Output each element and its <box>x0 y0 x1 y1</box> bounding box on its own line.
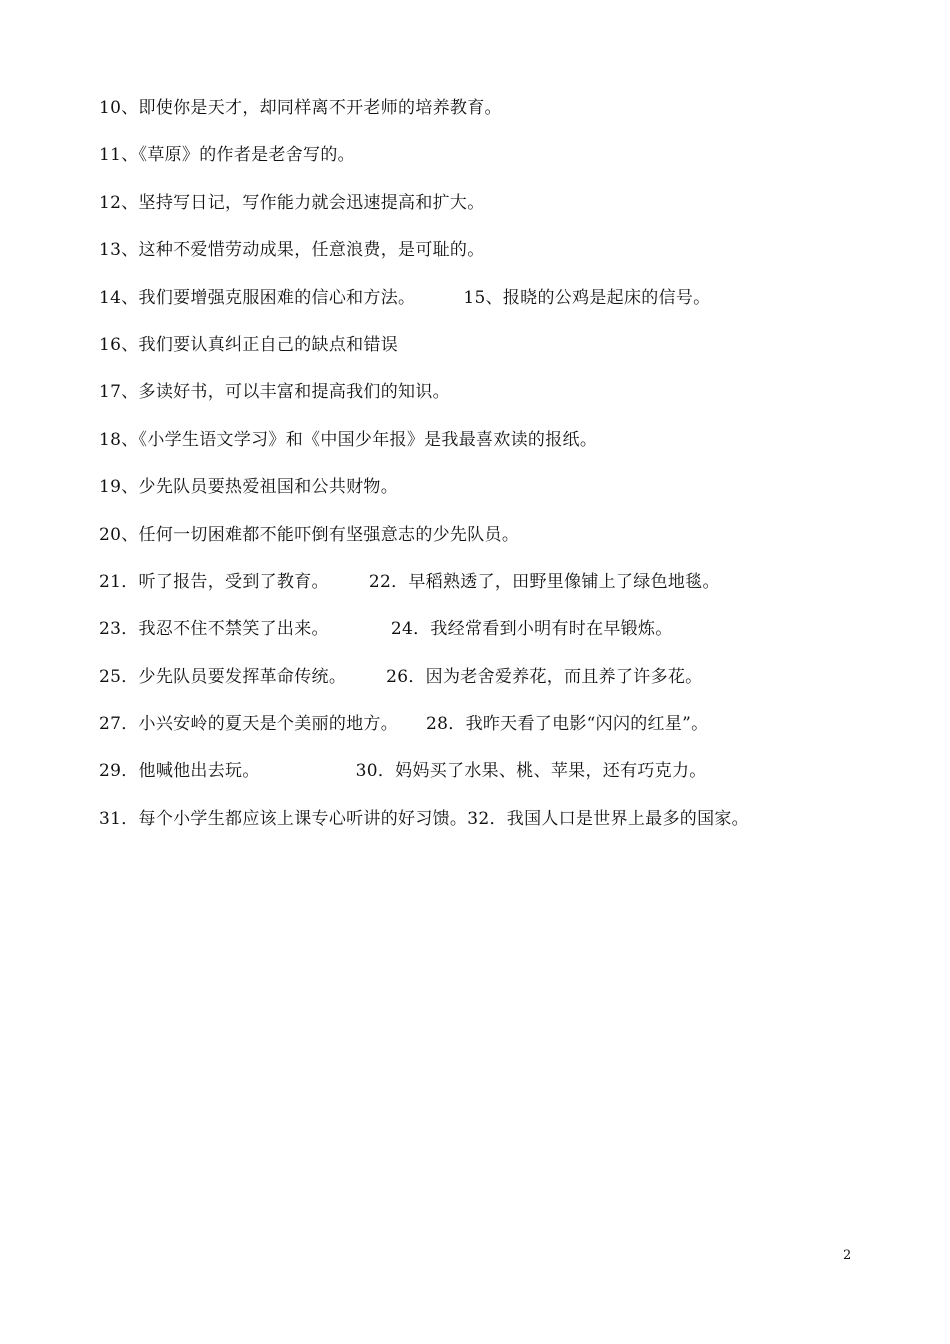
sentence-line <box>99 520 919 567</box>
sentence: 26．因为老舍爱养花，而且养了许多花。 <box>386 666 703 687</box>
sentence: 16、我们要认真纠正自己的缺点和错误 <box>99 334 399 355</box>
sentence: 30．妈妈买了水果、桃、苹果，还有巧克力。 <box>355 761 707 782</box>
sentence: 32．我国人口是世界上最多的国家。 <box>467 808 749 829</box>
sentence: 18、《小学生语文学习》和《中国少年报》是我最喜欢读的报纸。 <box>99 429 598 450</box>
sentence: 22．早稻熟透了，田野里像铺上了绿色地毯。 <box>368 571 720 592</box>
sentence: 10、即使你是天才，却同样离不开老师的培养教育。 <box>99 98 502 118</box>
sentence: 20、任何一切困难都不能吓倒有坚强意志的少先队员。 <box>99 524 520 545</box>
sentence: 21．听了报告，受到了教育。 <box>99 571 329 592</box>
sentence-line <box>99 425 919 472</box>
page-number: 2 <box>843 1248 852 1263</box>
sentence-line <box>99 235 919 282</box>
sentence-line <box>99 93 919 140</box>
sentence: 29．他喊他出去玩。 <box>99 761 260 782</box>
sentence: 19、少先队员要热爱祖国和公共财物。 <box>99 477 399 498</box>
sentence-line <box>99 614 919 661</box>
sentence-line <box>99 662 919 709</box>
sentence-line <box>99 188 919 235</box>
sentence: 15、报晓的公鸡是起床的信号。 <box>463 287 711 308</box>
sentence: 25．少先队员要发挥革命传统。 <box>99 666 347 687</box>
sentence-line <box>99 756 919 803</box>
sentence: 17、多读好书，可以丰富和提高我们的知识。 <box>99 382 450 403</box>
sentence: 12、坚持写日记，写作能力就会迅速提高和扩大。 <box>99 192 485 213</box>
sentence-list <box>99 93 919 851</box>
sentence-line <box>99 330 919 377</box>
sentence-line <box>99 804 919 851</box>
sentence: 31．每个小学生都应该上课专心听讲的好习馈。 <box>99 808 468 829</box>
sentence: 11、《草原》的作者是老舍写的。 <box>99 145 355 166</box>
sentence: 13、这种不爱惜劳动成果，任意浪费，是可耻的。 <box>99 240 485 261</box>
sentence: 28．我昨天看了电影“闪闪的红星”。 <box>426 714 709 735</box>
sentence: 27．小兴安岭的夏天是个美丽的地方。 <box>99 714 399 735</box>
sentence-line <box>99 567 919 614</box>
sentence-line <box>99 709 919 756</box>
sentence-line <box>99 140 919 187</box>
sentence-line <box>99 283 919 330</box>
sentence: 23．我忍不住不禁笑了出来。 <box>99 619 329 640</box>
sentence-line <box>99 377 919 424</box>
sentence-line <box>99 472 919 519</box>
sentence: 14、我们要增强克服困难的信心和方法。 <box>99 287 416 308</box>
sentence: 24．我经常看到小明有时在早锻炼。 <box>390 619 673 640</box>
